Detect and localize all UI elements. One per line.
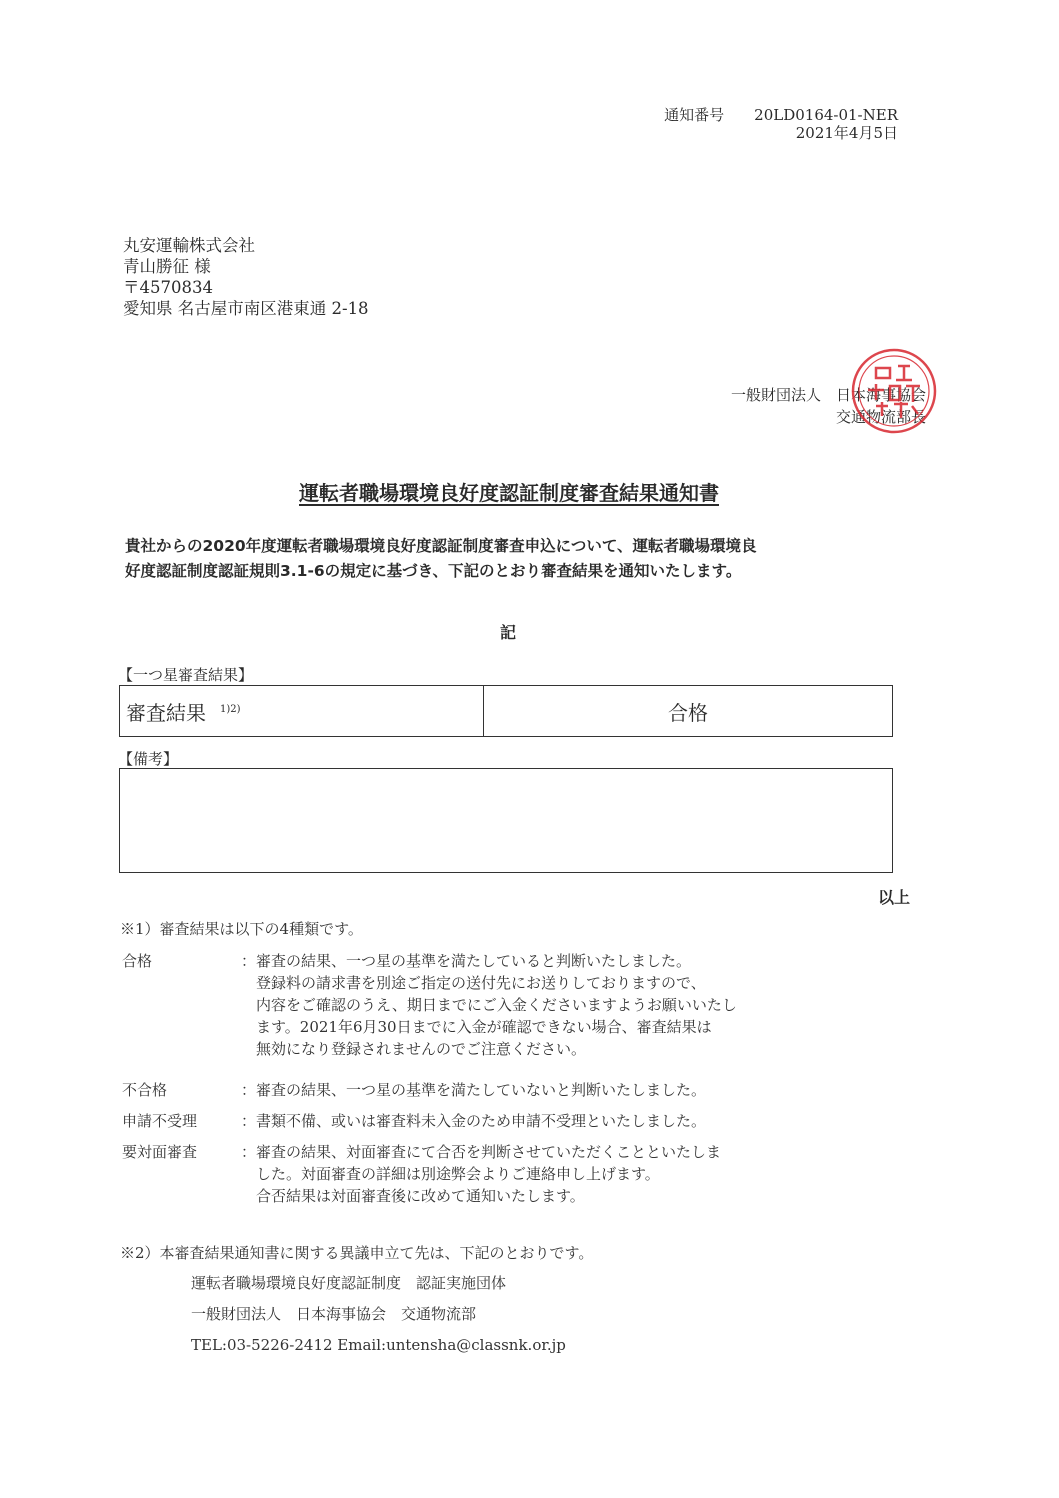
term-interview: 要対面審査	[122, 1143, 198, 1161]
sender-org: 一般財団法人 日本海事協会	[730, 386, 926, 404]
desc-line: 登録料の請求書を別途ご指定の送付先にお送りしておりますので、	[241, 974, 706, 992]
sender-dept: 交通物流部長	[835, 408, 926, 426]
result-label-note: 1)2)	[220, 703, 241, 715]
recipient-name: 青山勝征 様	[123, 257, 211, 276]
footnote2-intro: ※2）本審査結果通知書に関する異議申立て先は、下記のとおりです。	[120, 1244, 594, 1262]
desc-line: ：審査の結果、一つ星の基準を満たしていないと判断いたしました。	[241, 1081, 707, 1099]
desc-line: ます。2021年6月30日までに入金が確認できない場合、審査結果は	[241, 1018, 712, 1036]
closing-mark: 以上	[877, 888, 910, 907]
lead-line-2: 好度認証制度認証規則3.1-6の規定に基づき、下記のとおり審査結果を通知いたします。	[125, 562, 742, 580]
desc-line: ：審査の結果、一つ星の基準を満たしていると判断いたしました。	[241, 952, 692, 970]
lead-line-1: 貴社からの2020年度運転者職場環境良好度認証制度審査申込について、運転者職場環境良	[125, 537, 757, 555]
official-seal-icon	[846, 346, 942, 436]
lead-paragraph	[125, 534, 757, 584]
term-pass: 合格	[122, 952, 153, 970]
issue-date: 2021年4月5日	[795, 124, 898, 142]
footnote2-org2: 一般財団法人 日本海事協会 交通物流部	[191, 1305, 477, 1323]
result-value-cell	[484, 686, 892, 736]
desc-line: した。対面審査の詳細は別途弊会よりご連絡申し上げます。	[241, 1165, 660, 1183]
term-rejected: 申請不受理	[122, 1112, 198, 1130]
remarks-box	[119, 768, 893, 873]
footnote2-contact: TEL:03-5226-2412 Email:untensha@classnk.or.jp	[191, 1336, 566, 1354]
desc-pass	[241, 950, 737, 1060]
result-heading: 【一つ星審査結果】	[118, 666, 254, 684]
desc-line: ：書類不備、或いは審査料未入金のため申請不受理といたしました。	[241, 1112, 707, 1130]
recipient-postal: 〒4570834	[123, 278, 213, 297]
desc-interview	[241, 1141, 721, 1207]
desc-fail	[241, 1079, 706, 1101]
desc-line: 内容をご確認のうえ、期日までにご入金くださいますようお願いいたし	[241, 996, 737, 1014]
recipient-company: 丸安運輸株式会社	[123, 236, 255, 255]
footnote2-org1: 運転者職場環境良好度認証制度 認証実施団体	[191, 1274, 507, 1292]
ki-mark: 記	[500, 623, 517, 642]
term-fail: 不合格	[122, 1081, 168, 1099]
desc-rejected	[241, 1110, 706, 1132]
result-table	[119, 685, 893, 737]
notice-number-value: 20LD0164-01-NER	[754, 106, 898, 124]
document-title	[0, 477, 1018, 506]
document-title-text: 運転者職場環境良好度認証制度審査結果通知書	[299, 481, 719, 505]
notice-number-label: 通知番号	[664, 106, 725, 124]
recipient-address: 愛知県 名古屋市南区港東通 2-18	[123, 299, 369, 318]
desc-line: 無効になり登録されませんのでご注意ください。	[241, 1040, 587, 1058]
result-label-cell	[120, 686, 484, 736]
result-label: 審査結果	[126, 700, 206, 725]
desc-line: 合否結果は対面審査後に改めて通知いたします。	[241, 1187, 585, 1205]
remarks-heading: 【備考】	[118, 750, 179, 768]
desc-line: ：審査の結果、対面審査にて合否を判断させていただくことといたしま	[241, 1143, 722, 1161]
result-value: 合格	[668, 700, 708, 725]
footnote1-intro: ※1）審査結果は以下の4種類です。	[120, 920, 363, 938]
